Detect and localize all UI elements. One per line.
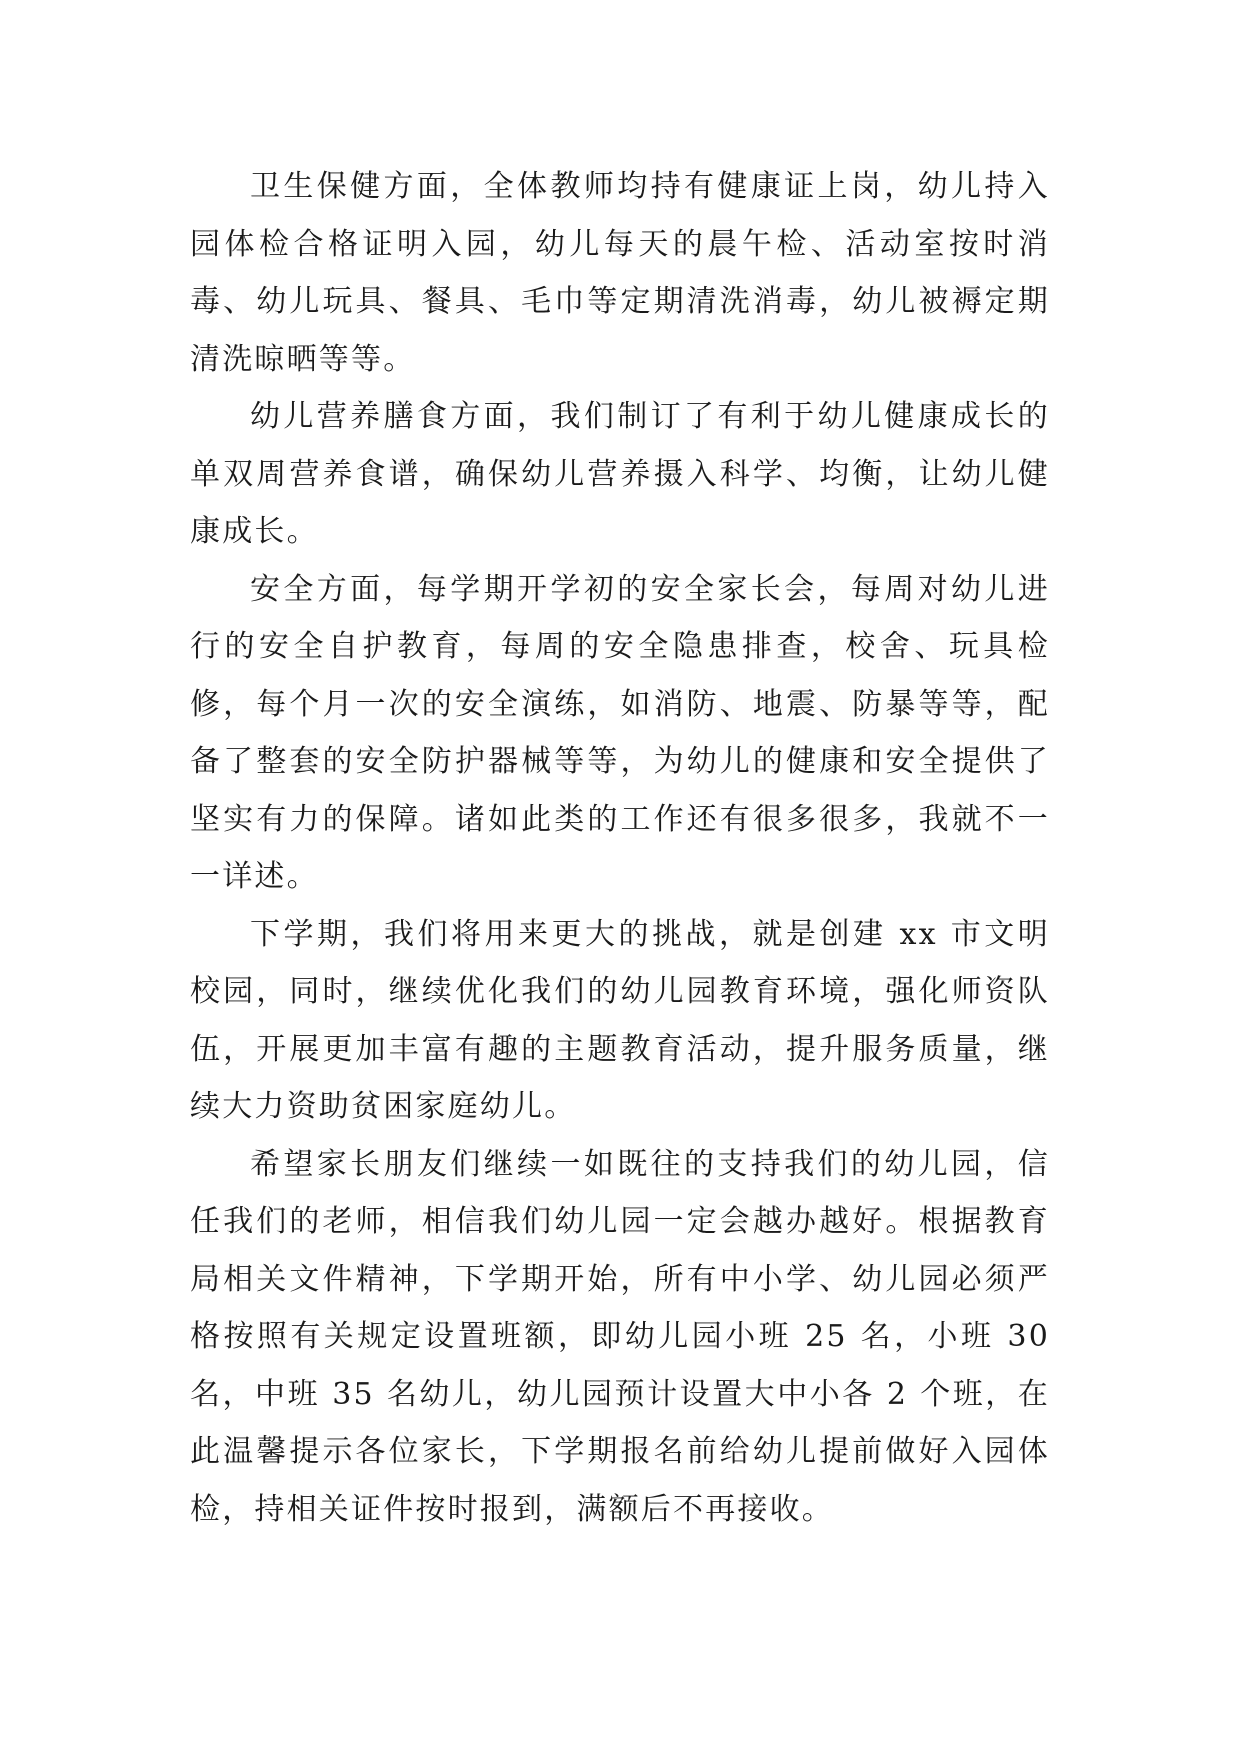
document-body (190, 158, 1050, 1538)
paragraph-next-semester: 下学期，我们将用来更大的挑战，就是创建 xx 市文明校园，同时，继续优化我们的幼儿园教育环境，强化师资队伍，开展更加丰富有趣的主题教育活动，提升服务质量，继续大力资助贫困家庭幼儿。 (190, 916, 1050, 1124)
paragraph-health-care: 卫生保健方面，全体教师均持有健康证上岗，幼儿持入园体检合格证明入园，幼儿每天的晨午检、活动室按时消毒、幼儿玩具、餐具、毛巾等定期清洗消毒，幼儿被褥定期清洗晾晒等等。 (190, 169, 1050, 377)
paragraph-nutrition: 幼儿营养膳食方面，我们制订了有利于幼儿健康成长的单双周营养食谱，确保幼儿营养摄入科学、均衡，让幼儿健康成长。 (190, 399, 1050, 549)
paragraph-parent-notice: 希望家长朋友们继续一如既往的支持我们的幼儿园，信任我们的老师，相信我们幼儿园一定会越办越好。根据教育局相关文件精神，下学期开始，所有中小学、幼儿园必须严格按照有关规定设置班额，即幼儿园小班 25 名，小班 30 名，中班 35 名幼儿，幼儿园预计设置大中小各 2 个班，在此温馨提示各位家长，下学期报名前给幼儿提前做好入园体检，持相关证件按时报到，满额后不再接收。 (190, 1146, 1050, 1527)
paragraph-safety: 安全方面，每学期开学初的安全家长会，每周对幼儿进行的安全自护教育，每周的安全隐患排查，校舍、玩具检修，每个月一次的安全演练，如消防、地震、防暴等等，配备了整套的安全防护器械等等，为幼儿的健康和安全提供了坚实有力的保障。诸如此类的工作还有很多很多，我就不一一详述。 (190, 571, 1050, 894)
